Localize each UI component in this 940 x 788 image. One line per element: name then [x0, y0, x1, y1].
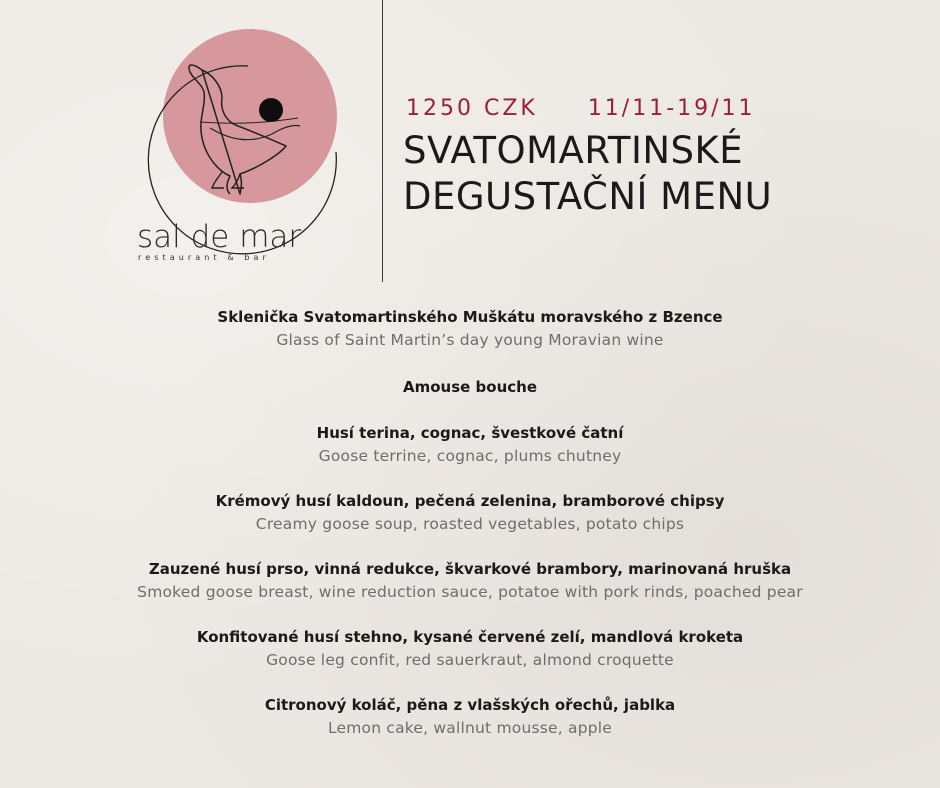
course-english: Creamy goose soup, roasted vegetables, potato chips [255, 515, 685, 533]
course-2 [0, 376, 940, 398]
price: 1250 CZK [406, 96, 538, 121]
course-czech: Husí terina, cognac, švestkové čatní [316, 424, 624, 442]
course-english: Goose terrine, cognac, plums chutney [318, 447, 622, 465]
course-list [0, 306, 940, 740]
course-1 [0, 306, 940, 352]
course-czech: Krémový husí kaldoun, pečená zelenina, bramborové chipsy [215, 492, 725, 510]
course-english: Goose leg confit, red sauerkraut, almond croquette [266, 651, 674, 669]
brand-tagline: restaurant & bar [138, 253, 270, 262]
title-line-2: DEGUSTAČNÍ MENU [403, 175, 773, 218]
date-range: 11/11-19/11 [587, 96, 756, 121]
menu-title [403, 128, 923, 220]
course-5 [0, 558, 940, 604]
price-date-line [406, 96, 756, 121]
course-4 [0, 490, 940, 536]
course-6 [0, 626, 940, 672]
course-english: Smoked goose breast, wine reduction sauce, potatoe with pork rinds, poached pear [137, 583, 803, 601]
course-czech: Zauzené husí prso, vinná redukce, škvarkové brambory, marinovaná hruška [148, 560, 792, 578]
course-czech: Amouse bouche [402, 378, 537, 396]
course-czech: Konfitované husí stehno, kysané červené zelí, mandlová kroketa [196, 628, 744, 646]
course-3 [0, 422, 940, 468]
title-line-1: SVATOMARTINSKÉ [403, 129, 744, 172]
course-7 [0, 694, 940, 740]
course-czech: Citronový koláč, pěna z vlašských ořechů, jablka [264, 696, 676, 714]
course-czech: Sklenička Svatomartinského Muškátu moravského z Bzence [217, 308, 723, 326]
vertical-divider [382, 0, 383, 282]
course-english: Glass of Saint Martin’s day young Moravian wine [276, 331, 664, 349]
course-english: Lemon cake, wallnut mousse, apple [327, 719, 613, 737]
brand-name: sal de mar [137, 219, 302, 255]
